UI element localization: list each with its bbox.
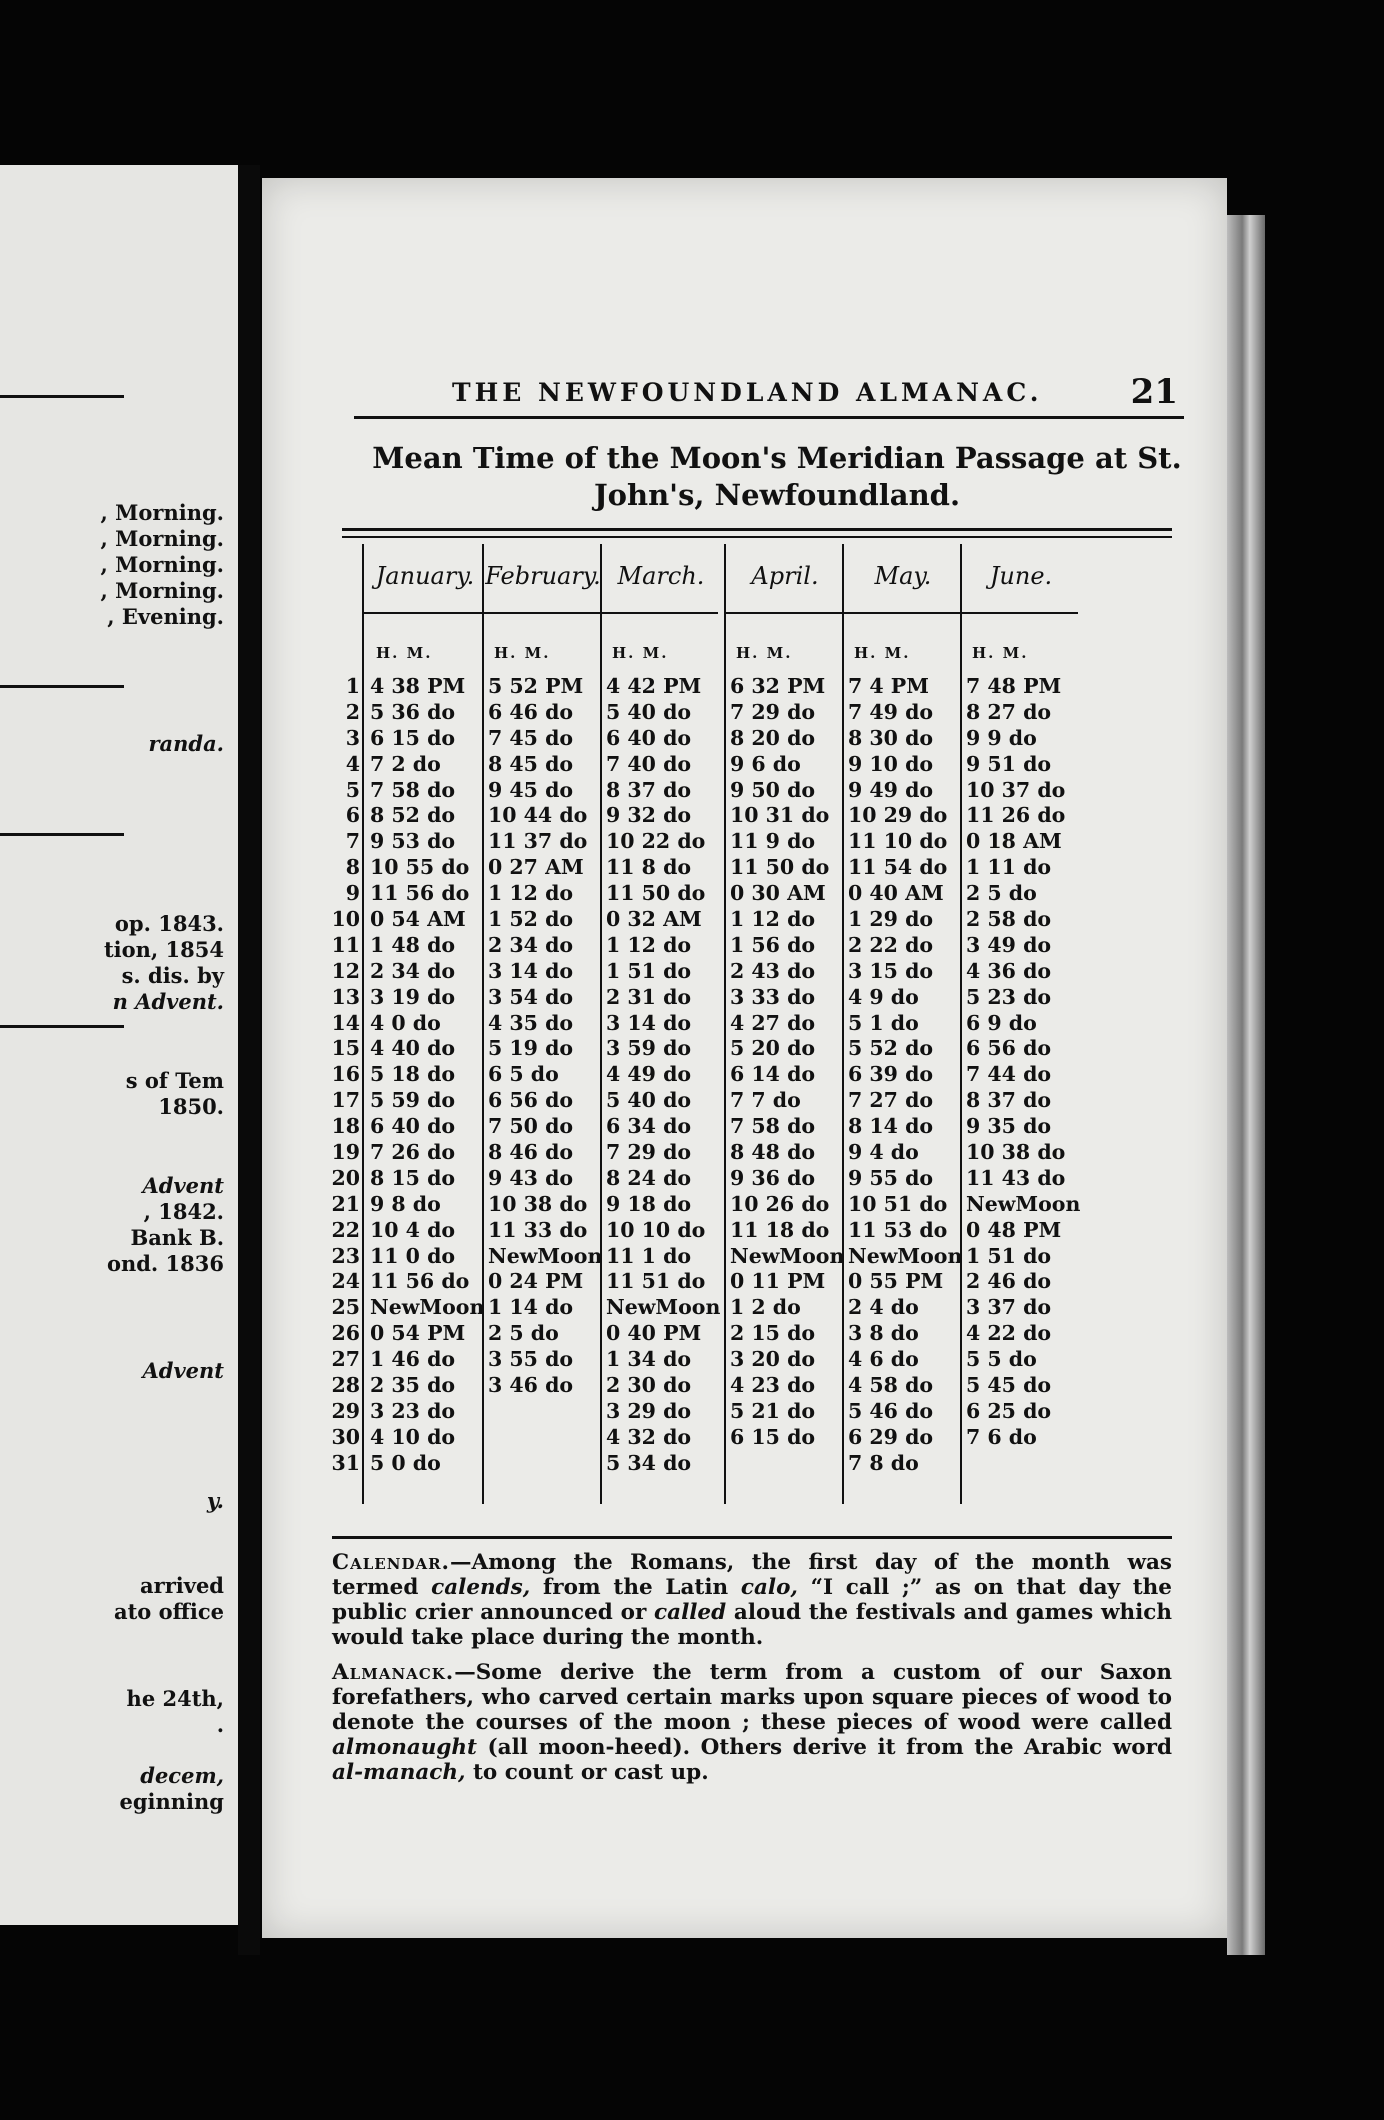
passage-time-cell: 6 14 do	[730, 1062, 816, 1087]
passage-time-cell: 7 29 do	[606, 1140, 692, 1165]
passage-time-cell: 6 5 do	[488, 1062, 559, 1087]
left-page-fragment: arrived	[140, 1573, 224, 1598]
passage-time-cell: 4 42 PM	[606, 674, 702, 698]
passage-time-cell: 4 58 do	[848, 1373, 934, 1398]
passage-time-cell: 5 34 do	[606, 1450, 692, 1475]
day-number: 4	[345, 751, 360, 776]
day-number: 10	[331, 907, 360, 932]
moon-passage-table	[312, 544, 1182, 1534]
passage-time-cell: 6 15 do	[370, 725, 456, 750]
passage-time-cell: NewMoon	[606, 1295, 721, 1320]
month-header-rule	[364, 612, 482, 614]
left-page-fragment: ato office	[114, 1599, 224, 1624]
left-page-fragment: ond. 1836	[106, 1251, 224, 1276]
passage-time-cell: 5 52 PM	[488, 674, 584, 698]
passage-time-cell: 6 39 do	[848, 1062, 934, 1087]
month-column	[966, 674, 1080, 1451]
passage-time-cell: 9 43 do	[488, 1165, 574, 1190]
passage-time-cell: 7 50 do	[488, 1114, 574, 1139]
left-page-fragment: , Evening.	[107, 604, 224, 629]
left-page-rule	[0, 833, 124, 836]
passage-time-cell: 7 27 do	[848, 1088, 934, 1113]
passage-time-cell: 8 37 do	[966, 1088, 1052, 1113]
month-column	[488, 674, 602, 1399]
left-page-fragment: randa.	[148, 731, 224, 756]
passage-time-cell: 1 12 do	[488, 881, 574, 906]
passage-time-cell: 2 31 do	[606, 984, 692, 1009]
passage-time-cell: 3 46 do	[488, 1373, 574, 1398]
passage-time-cell: 5 59 do	[370, 1088, 456, 1113]
day-number: 20	[331, 1165, 360, 1190]
day-number: 9	[345, 881, 360, 906]
passage-time-cell: 11 1 do	[606, 1243, 692, 1268]
passage-time-cell: 2 58 do	[966, 907, 1052, 932]
passage-time-cell: 7 26 do	[370, 1140, 456, 1165]
passage-time-cell: 4 0 do	[370, 1010, 441, 1035]
passage-time-cell: 7 29 do	[730, 699, 816, 724]
passage-time-cell: 1 46 do	[370, 1347, 456, 1372]
month-column	[848, 674, 962, 1477]
passage-time-cell: 1 14 do	[488, 1295, 574, 1320]
passage-time-cell: 0 40 AM	[848, 881, 944, 906]
passage-time-cell: 0 18 AM	[966, 829, 1062, 854]
hours-minutes-label: H. M.	[736, 644, 793, 662]
almanack-italic: al-manach,	[332, 1760, 466, 1785]
left-page-fragment: s. dis. by	[121, 963, 224, 988]
passage-time-cell: 3 55 do	[488, 1347, 574, 1372]
passage-time-cell: 4 9 do	[848, 984, 919, 1009]
passage-time-cell: 11 50 do	[606, 881, 706, 906]
passage-time-cell: 2 5 do	[488, 1321, 559, 1346]
passage-time-cell: 6 25 do	[966, 1398, 1052, 1423]
passage-time-cell: 5 23 do	[966, 984, 1052, 1009]
table-title-line-2: John's, Newfoundland.	[593, 478, 961, 512]
calendar-paragraph	[332, 1550, 1172, 1650]
passage-time-cell: 7 2 do	[370, 751, 441, 776]
passage-time-cell: 4 38 PM	[370, 674, 466, 698]
passage-time-cell: 8 45 do	[488, 751, 574, 776]
month-column	[606, 674, 720, 1477]
day-number: 27	[331, 1347, 360, 1372]
hours-minutes-label: H. M.	[494, 644, 551, 662]
passage-time-cell: 3 15 do	[848, 958, 934, 983]
passage-time-cell: 4 32 do	[606, 1424, 692, 1449]
passage-time-cell: 5 20 do	[730, 1036, 816, 1061]
passage-time-cell: 11 0 do	[370, 1243, 456, 1268]
day-number-column	[312, 674, 360, 1477]
passage-time-cell: 0 11 PM	[730, 1269, 826, 1294]
passage-time-cell: 9 9 do	[966, 725, 1037, 750]
passage-time-cell: 9 53 do	[370, 829, 456, 854]
page-edge	[1227, 215, 1265, 1955]
hours-minutes-label: H. M.	[376, 644, 433, 662]
passage-time-cell: 4 35 do	[488, 1010, 574, 1035]
day-number: 21	[331, 1191, 360, 1216]
passage-time-cell: 9 45 do	[488, 777, 574, 802]
passage-time-cell: 3 33 do	[730, 984, 816, 1009]
passage-time-cell: 9 55 do	[848, 1165, 934, 1190]
passage-time-cell: 8 20 do	[730, 725, 816, 750]
day-number: 30	[331, 1424, 360, 1449]
passage-time-cell: 6 56 do	[488, 1088, 574, 1113]
month-header: February.	[485, 562, 601, 590]
passage-time-cell: 5 5 do	[966, 1347, 1037, 1372]
passage-time-cell: 11 43 do	[966, 1165, 1066, 1190]
passage-time-cell: 4 6 do	[848, 1347, 919, 1372]
passage-time-cell: 8 27 do	[966, 699, 1052, 724]
passage-time-cell: 8 37 do	[606, 777, 692, 802]
passage-time-cell: 9 50 do	[730, 777, 816, 802]
passage-time-cell: 11 53 do	[848, 1217, 948, 1242]
passage-time-cell: 11 37 do	[488, 829, 588, 854]
passage-time-cell: 7 45 do	[488, 725, 574, 750]
left-page-fragment: he 24th,	[126, 1686, 224, 1711]
passage-time-cell: 10 51 do	[848, 1191, 948, 1216]
passage-time-cell: 5 40 do	[606, 1088, 692, 1113]
passage-time-cell: 10 26 do	[730, 1191, 830, 1216]
left-page-fragment: , Morning.	[100, 500, 224, 525]
passage-time-cell: 0 48 PM	[966, 1217, 1062, 1242]
passage-time-cell: 8 15 do	[370, 1165, 456, 1190]
passage-time-cell: 6 9 do	[966, 1010, 1037, 1035]
left-page-fragment: , Morning.	[100, 526, 224, 551]
passage-time-cell: 5 0 do	[370, 1450, 441, 1475]
running-header	[352, 372, 1182, 418]
passage-time-cell: 7 6 do	[966, 1424, 1037, 1449]
passage-time-cell: 9 35 do	[966, 1114, 1052, 1139]
passage-time-cell: 6 29 do	[848, 1424, 934, 1449]
passage-time-cell: 11 18 do	[730, 1217, 830, 1242]
passage-time-cell: 7 4 PM	[848, 674, 929, 698]
passage-time-cell: NewMoon	[966, 1191, 1081, 1216]
day-number: 11	[331, 932, 360, 957]
passage-time-cell: 5 45 do	[966, 1373, 1052, 1398]
table-title	[362, 440, 1192, 514]
day-number: 3	[345, 725, 360, 750]
passage-time-cell: NewMoon	[848, 1243, 963, 1268]
day-number: 7	[345, 829, 360, 854]
passage-time-cell: 2 34 do	[370, 958, 456, 983]
passage-time-cell: 10 38 do	[966, 1140, 1066, 1165]
passage-time-cell: 0 30 AM	[730, 881, 826, 906]
passage-time-cell: 3 23 do	[370, 1398, 456, 1423]
passage-time-cell: 10 31 do	[730, 803, 830, 828]
passage-time-cell: 3 14 do	[488, 958, 574, 983]
passage-time-cell: 1 34 do	[606, 1347, 692, 1372]
passage-time-cell: 5 19 do	[488, 1036, 574, 1061]
passage-time-cell: 1 52 do	[488, 907, 574, 932]
passage-time-cell: 10 55 do	[370, 855, 470, 880]
left-page-fragment: Advent	[142, 1358, 224, 1383]
passage-time-cell: 2 43 do	[730, 958, 816, 983]
passage-time-cell: 5 1 do	[848, 1010, 919, 1035]
passage-time-cell: 11 9 do	[730, 829, 816, 854]
table-bottom-rule	[332, 1536, 1172, 1539]
passage-time-cell: 1 56 do	[730, 932, 816, 957]
passage-time-cell: 9 10 do	[848, 751, 934, 776]
month-column	[730, 674, 844, 1451]
passage-time-cell: 1 12 do	[730, 907, 816, 932]
passage-time-cell: 3 19 do	[370, 984, 456, 1009]
passage-time-cell: 1 12 do	[606, 932, 692, 957]
calendar-italic: called	[654, 1600, 727, 1625]
passage-time-cell: 4 36 do	[966, 958, 1052, 983]
day-number: 8	[345, 855, 360, 880]
passage-time-cell: 3 20 do	[730, 1347, 816, 1372]
passage-time-cell: 2 4 do	[848, 1295, 919, 1320]
passage-time-cell: 2 15 do	[730, 1321, 816, 1346]
passage-time-cell: 11 26 do	[966, 803, 1066, 828]
passage-time-cell: 4 22 do	[966, 1321, 1052, 1346]
left-page-fragment: n Advent.	[112, 989, 224, 1014]
month-header-rule	[724, 612, 842, 614]
passage-time-cell: 6 34 do	[606, 1114, 692, 1139]
passage-time-cell: 2 22 do	[848, 932, 934, 957]
almanack-text: (all moon-heed). Others derive it from the Arabic word	[476, 1735, 1172, 1760]
passage-time-cell: 5 40 do	[606, 699, 692, 724]
month-header: March.	[617, 562, 705, 590]
month-header-rule	[600, 612, 718, 614]
passage-time-cell: 3 29 do	[606, 1398, 692, 1423]
day-number: 6	[345, 803, 360, 828]
header-rule	[354, 416, 1184, 419]
passage-time-cell: 11 56 do	[370, 881, 470, 906]
passage-time-cell: 11 10 do	[848, 829, 948, 854]
passage-time-cell: NewMoon	[370, 1295, 485, 1320]
passage-time-cell: 0 55 PM	[848, 1269, 944, 1294]
calendar-text: “I call ;” as on that day the public crier announced or	[332, 1575, 1172, 1625]
column-divider	[724, 544, 726, 1504]
calendar-text: —Among the Romans, the first day of the month was termed	[332, 1550, 1172, 1600]
passage-time-cell: 0 27 AM	[488, 855, 584, 880]
column-divider	[362, 544, 364, 1504]
left-page-fragment: 1850.	[158, 1094, 224, 1119]
passage-time-cell: 5 36 do	[370, 699, 456, 724]
left-page-fragment: tion, 1854	[103, 937, 224, 962]
running-title: THE NEWFOUNDLAND ALMANAC.	[452, 378, 1043, 407]
almanack-text: to count or cast up.	[465, 1760, 709, 1785]
left-page-fragment: Bank B.	[130, 1225, 224, 1250]
passage-time-cell: 3 8 do	[848, 1321, 919, 1346]
left-page	[0, 165, 238, 1925]
almanack-paragraph	[332, 1660, 1172, 1785]
day-number: 13	[331, 984, 360, 1009]
day-number: 2	[345, 699, 360, 724]
passage-time-cell: 4 27 do	[730, 1010, 816, 1035]
month-header: June.	[989, 562, 1053, 590]
table-title-line-1: Mean Time of the Moon's Meridian Passage at St.	[372, 441, 1182, 475]
passage-time-cell: 9 51 do	[966, 751, 1052, 776]
day-number: 17	[331, 1088, 360, 1113]
passage-time-cell: 2 5 do	[966, 881, 1037, 906]
left-page-fragment: op. 1843.	[114, 911, 224, 936]
left-page-fragment: Advent	[142, 1173, 224, 1198]
passage-time-cell: 3 49 do	[966, 932, 1052, 957]
passage-time-cell: NewMoon	[730, 1243, 845, 1268]
day-number: 5	[345, 777, 360, 802]
passage-time-cell: 8 24 do	[606, 1165, 692, 1190]
passage-time-cell: 10 22 do	[606, 829, 706, 854]
passage-time-cell: 0 32 AM	[606, 907, 702, 932]
passage-time-cell: 5 21 do	[730, 1398, 816, 1423]
passage-time-cell: 6 32 PM	[730, 674, 826, 698]
almanac-page	[262, 178, 1227, 1938]
day-number: 15	[331, 1036, 360, 1061]
passage-time-cell: 0 40 PM	[606, 1321, 702, 1346]
passage-time-cell: 7 48 PM	[966, 674, 1062, 698]
passage-time-cell: 4 40 do	[370, 1036, 456, 1061]
hours-minutes-label: H. M.	[854, 644, 911, 662]
day-number: 1	[345, 674, 360, 698]
passage-time-cell: 2 35 do	[370, 1373, 456, 1398]
left-page-fragment: .	[216, 1712, 224, 1737]
passage-time-cell: 2 30 do	[606, 1373, 692, 1398]
calendar-heading: Calendar.	[332, 1550, 451, 1575]
left-page-rule	[0, 395, 124, 398]
left-page-rule	[0, 1025, 124, 1028]
month-header: January.	[375, 562, 475, 590]
passage-time-cell: 8 14 do	[848, 1114, 934, 1139]
almanack-italic: almonaught	[332, 1735, 477, 1760]
passage-time-cell: 8 46 do	[488, 1140, 574, 1165]
passage-time-cell: 7 58 do	[370, 777, 456, 802]
month-header-rule	[960, 612, 1078, 614]
passage-time-cell: 7 7 do	[730, 1088, 801, 1113]
passage-time-cell: 8 30 do	[848, 725, 934, 750]
passage-time-cell: 9 8 do	[370, 1191, 441, 1216]
passage-time-cell: 1 11 do	[966, 855, 1052, 880]
day-number: 19	[331, 1140, 360, 1165]
passage-time-cell: 7 44 do	[966, 1062, 1052, 1087]
table-top-rule	[342, 528, 1172, 538]
passage-time-cell: 0 24 PM	[488, 1269, 584, 1294]
passage-time-cell: 5 18 do	[370, 1062, 456, 1087]
left-page-fragment: , Morning.	[100, 578, 224, 603]
passage-time-cell: 10 44 do	[488, 803, 588, 828]
passage-time-cell: 8 48 do	[730, 1140, 816, 1165]
passage-time-cell: 11 51 do	[606, 1269, 706, 1294]
passage-time-cell: 4 23 do	[730, 1373, 816, 1398]
almanack-text: —Some derive the term from a custom of our Saxon forefathers, who carved certain marks upon square pieces of wood to denote the courses of the moon ; these pieces of wood were called	[332, 1660, 1172, 1735]
day-number: 16	[331, 1062, 360, 1087]
passage-time-cell: 9 6 do	[730, 751, 801, 776]
passage-time-cell: 8 52 do	[370, 803, 456, 828]
day-number: 12	[331, 958, 360, 983]
book-spine	[238, 165, 260, 1955]
passage-time-cell: 0 54 PM	[370, 1321, 466, 1346]
passage-time-cell: 3 14 do	[606, 1010, 692, 1035]
passage-time-cell: 2 46 do	[966, 1269, 1052, 1294]
hours-minutes-label: H. M.	[972, 644, 1029, 662]
month-header-rule	[482, 612, 600, 614]
left-page-fragment: s of Tem	[125, 1068, 224, 1093]
passage-time-cell: 5 52 do	[848, 1036, 934, 1061]
passage-time-cell: 6 15 do	[730, 1424, 816, 1449]
passage-time-cell: NewMoon	[488, 1243, 603, 1268]
left-page-fragment: decem,	[140, 1763, 224, 1788]
left-page-fragment: , 1842.	[143, 1199, 224, 1224]
day-number: 18	[331, 1114, 360, 1139]
passage-time-cell: 4 10 do	[370, 1424, 456, 1449]
left-page-rule	[0, 685, 124, 688]
day-number: 28	[331, 1373, 360, 1398]
passage-time-cell: 7 58 do	[730, 1114, 816, 1139]
passage-time-cell: 7 8 do	[848, 1450, 919, 1475]
passage-time-cell: 1 51 do	[606, 958, 692, 983]
day-number: 26	[331, 1321, 360, 1346]
passage-time-cell: 10 29 do	[848, 803, 948, 828]
passage-time-cell: 9 32 do	[606, 803, 692, 828]
passage-time-cell: 1 2 do	[730, 1295, 801, 1320]
month-header-rule	[842, 612, 960, 614]
passage-time-cell: 6 46 do	[488, 699, 574, 724]
passage-time-cell: 11 8 do	[606, 855, 692, 880]
day-number: 14	[331, 1010, 360, 1035]
passage-time-cell: 11 33 do	[488, 1217, 588, 1242]
left-page-fragment: , Morning.	[100, 552, 224, 577]
passage-time-cell: 9 49 do	[848, 777, 934, 802]
passage-time-cell: 11 56 do	[370, 1269, 470, 1294]
passage-time-cell: 5 46 do	[848, 1398, 934, 1423]
calendar-text: from the Latin	[530, 1575, 741, 1600]
passage-time-cell: 9 18 do	[606, 1191, 692, 1216]
passage-time-cell: 9 36 do	[730, 1165, 816, 1190]
passage-time-cell: 7 49 do	[848, 699, 934, 724]
passage-time-cell: 1 29 do	[848, 907, 934, 932]
passage-time-cell: 6 40 do	[370, 1114, 456, 1139]
hours-minutes-label: H. M.	[612, 644, 669, 662]
passage-time-cell: 10 10 do	[606, 1217, 706, 1242]
left-page-fragment: y.	[206, 1488, 224, 1513]
passage-time-cell: 3 37 do	[966, 1295, 1052, 1320]
passage-time-cell: 1 51 do	[966, 1243, 1052, 1268]
day-number: 25	[331, 1295, 360, 1320]
passage-time-cell: 2 34 do	[488, 932, 574, 957]
passage-time-cell: 1 48 do	[370, 932, 456, 957]
passage-time-cell: 11 50 do	[730, 855, 830, 880]
calendar-italic: calo,	[740, 1575, 798, 1600]
calendar-italic: calends,	[431, 1575, 531, 1600]
passage-time-cell: 10 4 do	[370, 1217, 456, 1242]
passage-time-cell: 3 59 do	[606, 1036, 692, 1061]
passage-time-cell: 10 38 do	[488, 1191, 588, 1216]
passage-time-cell: 6 56 do	[966, 1036, 1052, 1061]
day-number: 29	[331, 1398, 360, 1423]
passage-time-cell: 10 37 do	[966, 777, 1066, 802]
passage-time-cell: 0 54 AM	[370, 907, 466, 932]
passage-time-cell: 7 40 do	[606, 751, 692, 776]
month-column	[370, 674, 484, 1477]
passage-time-cell: 11 54 do	[848, 855, 948, 880]
left-page-fragment: eginning	[119, 1789, 224, 1814]
day-number: 24	[331, 1269, 360, 1294]
passage-time-cell: 9 4 do	[848, 1140, 919, 1165]
passage-time-cell: 4 49 do	[606, 1062, 692, 1087]
day-number: 23	[331, 1243, 360, 1268]
passage-time-cell: 6 40 do	[606, 725, 692, 750]
page-number: 21	[1130, 372, 1178, 412]
month-header: April.	[751, 562, 819, 590]
almanack-heading: Almanack.	[332, 1660, 455, 1685]
day-number: 22	[331, 1217, 360, 1242]
passage-time-cell: 3 54 do	[488, 984, 574, 1009]
day-number: 31	[331, 1450, 360, 1475]
month-header: May.	[874, 562, 932, 590]
calendar-text: aloud the festivals and games which would take place during the month.	[332, 1600, 1172, 1650]
